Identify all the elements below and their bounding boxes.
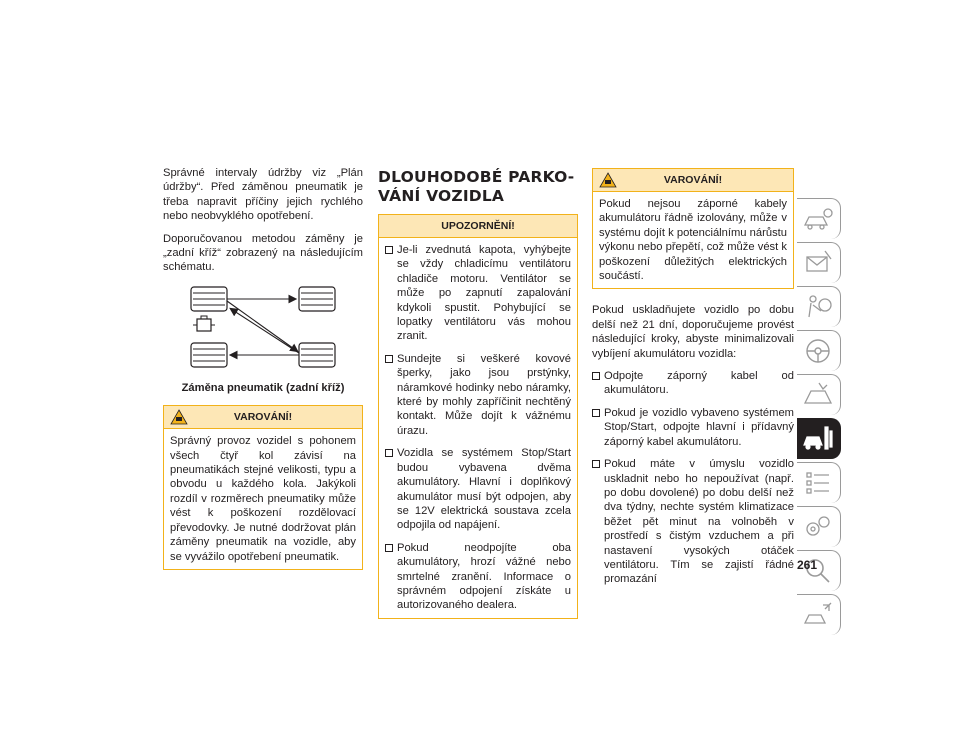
section-heading: DLOUHODOBÉ PARKO-VÁNÍ VOZIDLA	[378, 168, 575, 205]
warning-title: VAROVÁNÍ!	[233, 411, 293, 424]
steering-wheel-icon	[801, 335, 835, 367]
warning-box-awd	[163, 405, 363, 570]
warning-text: Pokud nejsou záporné kabely akumulátoru řádně izolovány, může v systému dojít k potenciálnímu nárůstu výkonu nebo přepětí, což může vést k poškození důležitých elektrických součástí.	[599, 198, 787, 283]
tab-gears[interactable]	[797, 506, 841, 547]
diagram-caption: Záměna pneumatik (zadní kříž)	[181, 381, 345, 394]
warning-text: Správný provoz vozidel s pohonem všech čtyř kol závisí na pneumatikách stejné velikosti, typu a obvodu u každého kola. Jakýkoli rozdíl v rozměrech pneumatiky může vést k poškození rozdělovací převodovky. Je nutné dodržovat plán záměny pneumatik na vozidle, aby se vyvážilo opotřebení pneumatik.	[170, 435, 356, 563]
warning-title: VAROVÁNÍ!	[663, 174, 723, 186]
bullet-square-icon	[385, 246, 393, 254]
tire-front-left	[191, 287, 227, 311]
caution-title: UPOZORNĚNÍ!	[441, 220, 515, 232]
bullet-square-icon	[592, 409, 600, 417]
chapter-tabs	[797, 198, 841, 638]
tab-car-service[interactable]	[797, 418, 841, 459]
list-item: Odpojte záporný kabel od akumulátoru.	[592, 369, 794, 398]
checklist-icon	[801, 467, 835, 499]
engine-icon	[193, 316, 215, 331]
car-index-icon	[801, 599, 835, 631]
bullet-square-icon	[592, 372, 600, 380]
storage-paragraph: Pokud uskladňujete vozidlo po dobu delší než 21 dní, doporučujeme provést následující kroky, abyste minimalizovali vybíjení akumulátoru vozidla:	[592, 304, 794, 360]
maintenance-paragraph: Správné intervaly údržby viz „Plán údržby“. Před záměnou pneumatik je třeba napravit příčiny jejich rychlého nebo neobvyklého opotřebení.	[163, 167, 363, 223]
tab-checklist[interactable]	[797, 462, 841, 503]
warning-icon	[599, 172, 617, 188]
tab-car-index[interactable]	[797, 594, 841, 635]
car-crash-icon	[801, 379, 835, 411]
rotation-arrows	[227, 299, 299, 355]
car-info-icon	[801, 203, 835, 235]
warning-icon	[170, 409, 188, 425]
list-item: Je-li zvednutá kapota, vyhýbejte se vždy chladicímu ventilátoru chladiče motoru. Ventilátor se může po zapnutí zapalování kdykoli spustit. Pohybující se lopatky ventilátoru vás mohou zranit.	[385, 243, 571, 344]
list-item: Pokud je vozidlo vybaveno systémem Stop/Start, odpojte hlavní i přídavný záporný kabel akumulátoru.	[592, 406, 794, 449]
car-service-icon	[801, 423, 835, 455]
left-column	[163, 166, 363, 580]
tab-steering-wheel[interactable]	[797, 330, 841, 371]
bullet-square-icon	[385, 544, 393, 552]
bullet-square-icon	[592, 460, 600, 468]
list-item: Sundejte si veškeré kovové šperky, jako jsou prstýnky, náramkové hodinky nebo náramky, které by mohly zapříčinit nechtěný kontakt. Může dojít k vážnému úrazu.	[385, 352, 571, 438]
bullet-square-icon	[385, 355, 393, 363]
right-column	[592, 168, 794, 587]
tab-airbag[interactable]	[797, 286, 841, 327]
page-number: 261	[797, 558, 818, 572]
rotation-method-paragraph: Doporučovanou metodou záměny je „zadní kříž“ zobrazený na následujícím schématu.	[163, 232, 363, 274]
list-item: Pokud máte v úmyslu vozidlo uskladnit nebo ho nepoužívat (např. po dobu dovolené) po dobu delší než dva týdny, nechte systém klimatizace běžet pět minut na volnoběh v prostředí s čistým vzduchem a při nastavení vysokých otáček ventilátoru. Tím se zajistí řádné promazání	[592, 457, 794, 587]
tire-rotation-diagram	[179, 283, 347, 375]
envelope-tools-icon	[801, 247, 835, 279]
tab-car-info[interactable]	[797, 198, 841, 239]
gears-icon	[801, 511, 835, 543]
tab-car-crash[interactable]	[797, 374, 841, 415]
bullet-square-icon	[385, 449, 393, 457]
list-item: Pokud neodpojíte oba akumulátory, hrozí vážné nebo smrtelné zranění. Informace o správném odpojení získáte u autorizovaného dealera.	[385, 541, 571, 613]
caution-box	[378, 214, 578, 619]
tire-front-right	[299, 287, 335, 311]
list-item: Vozidla se systémem Stop/Start budou vybavena dvěma akumulátory. Hlavní i doplňkový akumulátor musí být odpojen, aby se 12V elektrická soustava zcela odpojila od napájení.	[385, 446, 571, 532]
warning-box-battery	[592, 168, 794, 289]
tire-rear-right	[299, 343, 335, 367]
middle-column	[378, 168, 578, 629]
airbag-icon	[801, 291, 835, 323]
tire-rear-left	[191, 343, 227, 367]
tab-envelope-tools[interactable]	[797, 242, 841, 283]
